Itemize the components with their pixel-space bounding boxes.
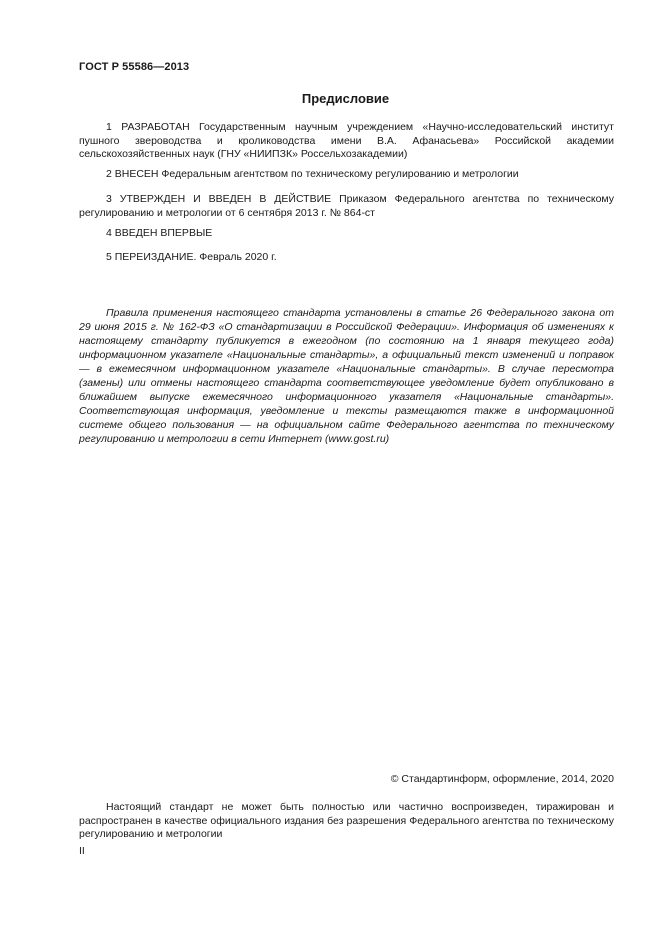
- application-rules-note: [79, 306, 614, 446]
- foreword-item-4-text: 4 ВВЕДЕН ВПЕРВЫЕ: [106, 227, 213, 239]
- foreword-item-2-text: 2 ВНЕСЕН Федеральным агентством по техническому регулированию и метрологии: [106, 168, 519, 180]
- foreword-item-2: [79, 168, 614, 182]
- foreword-item-3: [79, 193, 614, 220]
- reproduction-notice: [79, 801, 614, 842]
- reproduction-notice-text: Настоящий стандарт не может быть полностью или частично воспроизведен, тиражирован и распространен в качестве официального издания без разрешения Федерального агентства по техническому регулированию и метрологии: [79, 801, 614, 840]
- application-rules-note-text: Правила применения настоящего стандарта установлены в статье 26 Федерального закона от 29 июня 2015 г. № 162-ФЗ «О стандартизации в Российской Федерации». Информация об изменениях к настоящему стандарту публикуется в ежегодном (по состоянию на 1 января текущего года) информационном указателе «Национальные стандарты», а официальный текст изменений и поправок — в ежемесячном информационном указателе «Национальные стандарты». В случае пересмотра (замены) или отмены настоящего стандарта соответствующее уведомление будет опубликовано в ближайшем выпуске ежемесячного информационного указателя «Национальные стандарты». Соответствующая информация, уведомление и тексты размещаются также в информационной системе общего пользования — на официальном сайте Федерального агентства по техническому регулированию и метрологии в сети Интернет (www.gost.ru): [79, 307, 614, 445]
- foreword-item-4: [79, 227, 614, 241]
- standard-code: ГОСТ Р 55586—2013: [79, 61, 190, 73]
- page-number: II: [79, 845, 85, 857]
- foreword-item-1: [79, 121, 614, 162]
- foreword-item-5: [79, 251, 614, 265]
- foreword-item-3-text: 3 УТВЕРЖДЕН И ВВЕДЕН В ДЕЙСТВИЕ Приказом Федерального агентства по техническому регулированию и метрологии от 6 сентября 2013 г. № 864-ст: [79, 193, 614, 219]
- copyright-line: © Стандартинформ, оформление, 2014, 2020: [390, 773, 614, 785]
- foreword-item-5-text: 5 ПЕРЕИЗДАНИЕ. Февраль 2020 г.: [106, 251, 277, 263]
- page-title: Предисловие: [301, 91, 390, 106]
- foreword-item-1-text: 1 РАЗРАБОТАН Государственным научным учреждением «Научно-исследовательский институт пушного звероводства и кролиководства имени В.А. Афанасьева» Российской академии сельскохозяйственных наук (ГНУ «НИИПЗК» Россельхозакадемии): [79, 121, 614, 160]
